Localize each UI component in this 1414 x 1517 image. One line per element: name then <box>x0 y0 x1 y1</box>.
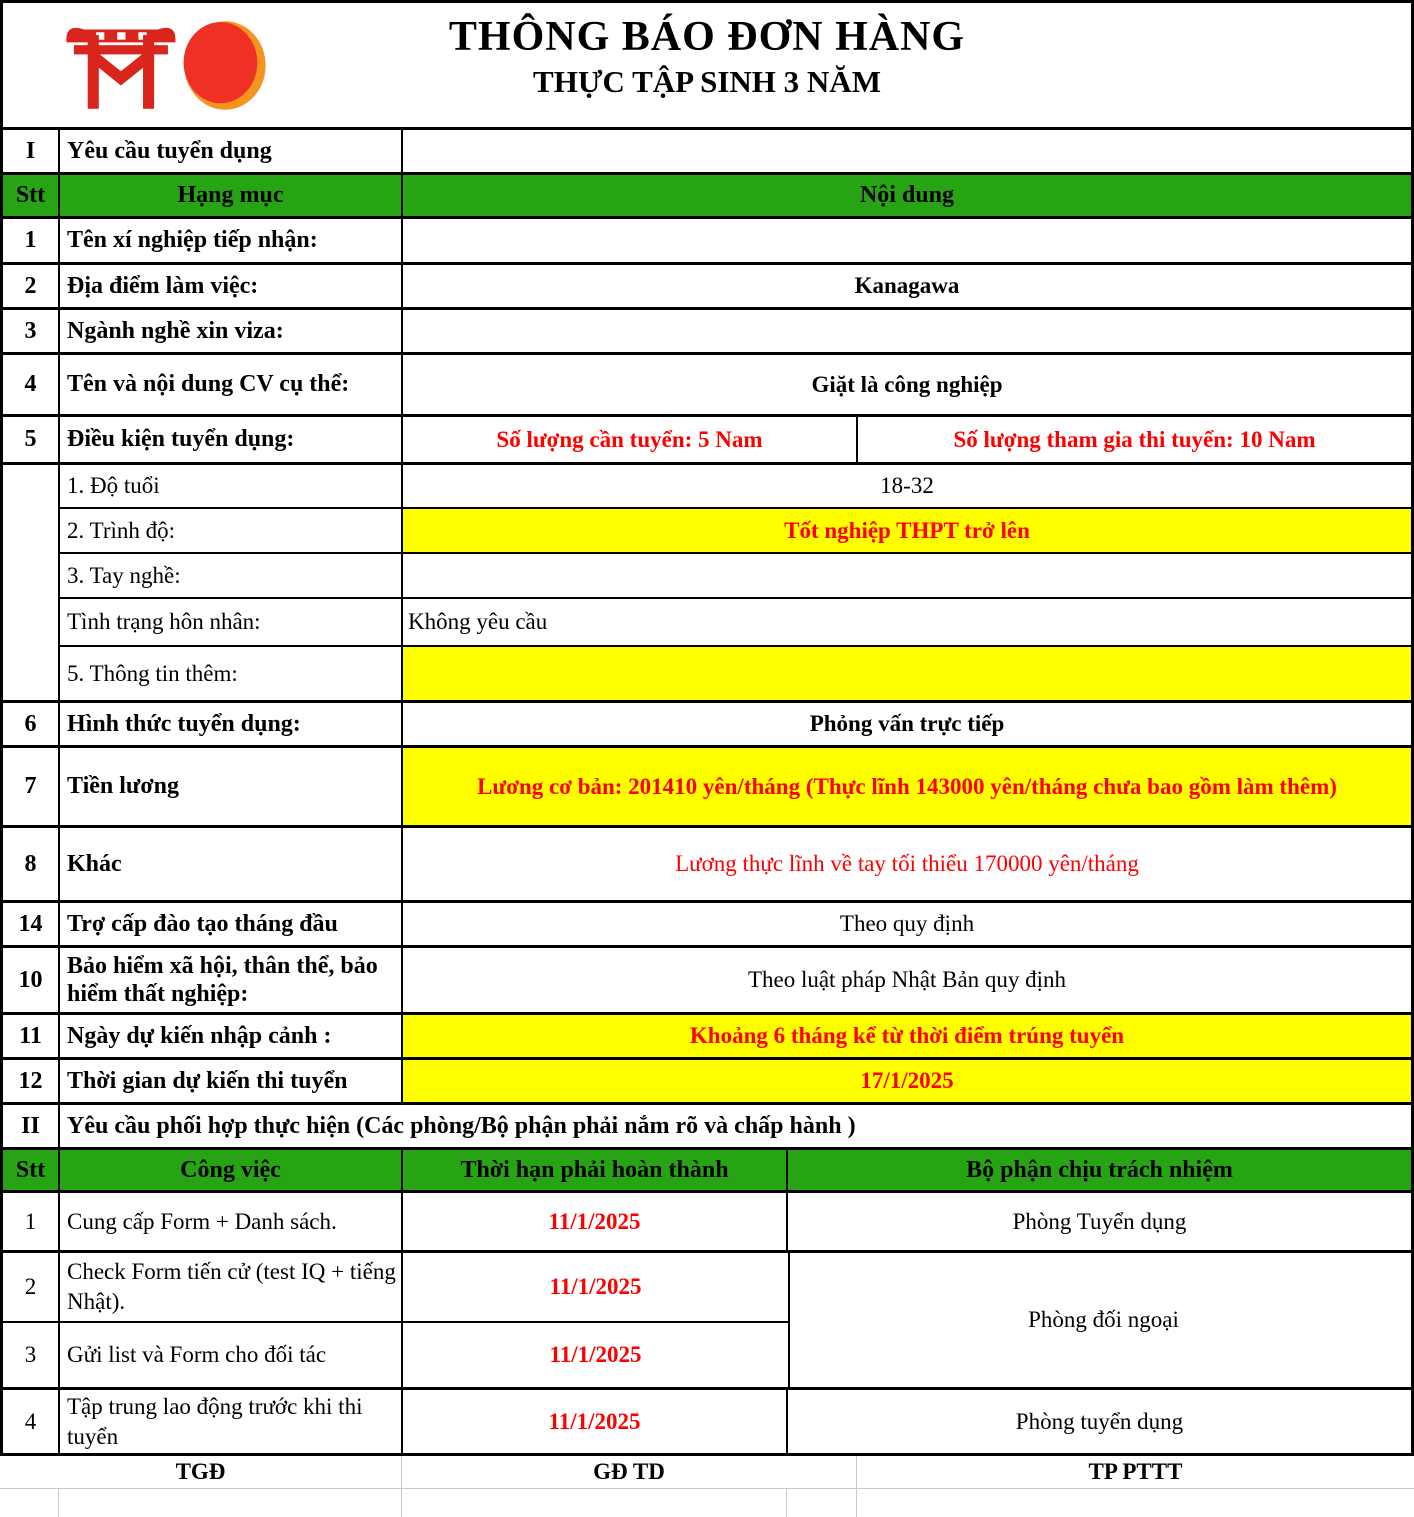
empty-cell <box>857 1489 1414 1517</box>
task-deadline: 11/1/2025 <box>403 1390 788 1453</box>
row-label: Hình thức tuyển dụng: <box>60 703 403 745</box>
table-row-insurance <box>3 948 1411 1015</box>
empty-cell <box>787 1489 857 1517</box>
table-row-other <box>3 828 1411 903</box>
subrow-education <box>60 509 1411 554</box>
subrow-label: 2. Trình độ: <box>60 509 403 552</box>
task-row <box>3 1193 1411 1253</box>
task-name: Gửi list và Form cho đối tác <box>60 1323 403 1387</box>
row-stt: 12 <box>3 1060 60 1102</box>
table-row <box>3 219 1411 265</box>
row-label: Tiền lương <box>60 748 403 825</box>
recruit-quantity: Số lượng cần tuyển: 5 Nam <box>403 417 858 462</box>
row-stt: 3 <box>3 310 60 352</box>
exam-quantity: Số lượng tham gia thi tuyển: 10 Nam <box>953 426 1316 452</box>
table1-col-category: Hạng mục <box>60 175 403 216</box>
table-row-entry-date <box>3 1015 1411 1060</box>
row-label: Tên xí nghiệp tiếp nhận: <box>60 219 403 262</box>
table-row <box>3 903 1411 948</box>
table1-header-row <box>3 175 1411 219</box>
row-content: Theo quy định <box>839 911 975 936</box>
subrow-content: Không yêu cầu <box>408 609 548 634</box>
table2-col-deadline: Thời hạn phải hoàn thành <box>403 1150 788 1190</box>
task-department: Phòng Tuyển dụng <box>1012 1208 1187 1234</box>
row-stt: 6 <box>3 703 60 745</box>
row-label: Trợ cấp đào tạo tháng đầu <box>60 903 403 945</box>
signature-gdtd: GĐ TD <box>402 1456 857 1488</box>
table-row-conditions <box>3 417 1411 465</box>
subrow-content <box>403 554 1411 597</box>
row-content: Khoảng 6 tháng kể từ thời điểm trúng tuyển <box>403 1015 1411 1057</box>
task-row <box>3 1323 788 1387</box>
section1-index: I <box>3 130 60 172</box>
subrow-skill <box>60 554 1411 599</box>
row-label: Ngành nghề xin viza: <box>60 310 403 352</box>
row-stt: 7 <box>3 748 60 825</box>
row-stt: 2 <box>3 265 60 307</box>
subrow-content: Tốt nghiệp THPT trở lên <box>403 509 1411 552</box>
merged-stt-empty <box>3 465 60 700</box>
table2-header-row <box>3 1150 1411 1193</box>
empty-cell <box>59 1489 402 1517</box>
document-header <box>3 3 1411 130</box>
empty-cell <box>0 1489 59 1517</box>
row-content: Lương cơ bản: 201410 yên/tháng (Thực lĩnh 143000 yên/tháng chưa bao gồm làm thêm) <box>403 748 1411 825</box>
subrow-content <box>403 647 1411 700</box>
subrow-marital-status <box>60 599 1411 647</box>
subrow-label: 3. Tay nghề: <box>60 554 403 597</box>
table2-col-task: Công việc <box>60 1150 403 1190</box>
row-label: Thời gian dự kiến thi tuyển <box>60 1060 403 1102</box>
table-row <box>3 265 1411 310</box>
table-row-exam-date <box>3 1060 1411 1105</box>
row-stt: 5 <box>3 417 60 462</box>
subrow-content: 18-32 <box>880 473 934 498</box>
row-stt: 8 <box>3 828 60 900</box>
row-label: Ngày dự kiến nhập cảnh : <box>60 1015 403 1057</box>
task-deadline: 11/1/2025 <box>549 1274 642 1299</box>
signature-row <box>0 1456 1414 1489</box>
row-stt: 10 <box>3 948 60 1012</box>
task-stt: 4 <box>3 1390 60 1453</box>
row-stt: 11 <box>3 1015 60 1057</box>
row-content: Giặt là công nghiệp <box>811 371 1003 397</box>
row-content: 17/1/2025 <box>403 1060 1411 1102</box>
row-content: Theo luật pháp Nhật Bản quy định <box>747 967 1067 992</box>
task-name: Check Form tiến cử (test IQ + tiếng Nhật). <box>60 1253 403 1321</box>
row-label: Địa điểm làm việc: <box>60 265 403 307</box>
row-stt: 4 <box>3 355 60 414</box>
subrow-label: Tình trạng hôn nhân: <box>60 599 403 645</box>
row-content: Lương thực lĩnh về tay tối thiểu 170000 yên/tháng <box>675 851 1139 876</box>
page-subtitle: THỰC TẬP SINH 3 NĂM <box>533 63 881 99</box>
task-row <box>3 1253 788 1323</box>
task-stt: 3 <box>3 1323 60 1387</box>
task-department: Phòng tuyển dụng <box>1015 1408 1184 1434</box>
page-title: THÔNG BÁO ĐƠN HÀNG <box>448 14 966 60</box>
empty-cell <box>402 1489 787 1517</box>
row-content: Phỏng vấn trực tiếp <box>809 711 1005 736</box>
table-row <box>3 703 1411 748</box>
task-stt: 1 <box>3 1193 60 1250</box>
task-name: Cung cấp Form + Danh sách. <box>60 1193 403 1250</box>
section1-title: Yêu cầu tuyển dụng <box>60 130 403 172</box>
subrow-age <box>60 465 1411 509</box>
task-name: Tập trung lao động trước khi thi tuyển <box>60 1390 403 1453</box>
task-deadline: 11/1/2025 <box>403 1193 788 1250</box>
signature-tppttt: TP PTTT <box>1088 1459 1183 1484</box>
empty-grid-row <box>0 1489 1414 1517</box>
row-content <box>403 310 1411 352</box>
table1-col-stt: Stt <box>3 175 60 216</box>
subrow-extra-info <box>60 647 1411 700</box>
table2-col-department: Bộ phận chịu trách nhiệm <box>966 1156 1233 1183</box>
row-stt: 1 <box>3 219 60 262</box>
row-label: Tên và nội dung CV cụ thể: <box>60 355 403 414</box>
conditions-detail-block <box>3 465 1411 703</box>
task-deadline: 11/1/2025 <box>549 1342 642 1367</box>
subrow-label: 5. Thông tin thêm: <box>60 647 403 700</box>
section1-heading-empty <box>403 130 1411 172</box>
section2-index: II <box>3 1105 60 1147</box>
title-block <box>3 11 1411 99</box>
section2-title: Yêu cầu phối hợp thực hiện (Các phòng/Bộ phận phải nắm rõ và chấp hành ) <box>67 1112 856 1139</box>
row-label: Điều kiện tuyển dụng: <box>60 417 403 462</box>
section1-heading-row <box>3 130 1411 175</box>
signature-tgd: TGĐ <box>0 1456 402 1488</box>
row-content: Kanagawa <box>854 273 960 298</box>
row-stt: 14 <box>3 903 60 945</box>
task-rows-merged-department <box>3 1253 1411 1390</box>
task-department-merged: Phòng đối ngoại <box>788 1253 1414 1387</box>
table-row-salary <box>3 748 1411 828</box>
table-row <box>3 310 1411 355</box>
table1-col-content: Nội dung <box>859 182 955 208</box>
row-label: Khác <box>60 828 403 900</box>
table2-col-stt: Stt <box>3 1150 60 1190</box>
section2-heading-row <box>3 1105 1411 1150</box>
task-row <box>3 1390 1411 1453</box>
row-content <box>403 219 1411 262</box>
task-stt: 2 <box>3 1253 60 1321</box>
subrow-label: 1. Độ tuổi <box>60 465 403 507</box>
row-label: Bảo hiểm xã hội, thân thể, bảo hiểm thất nghiệp: <box>60 948 403 1012</box>
table-row <box>3 355 1411 417</box>
